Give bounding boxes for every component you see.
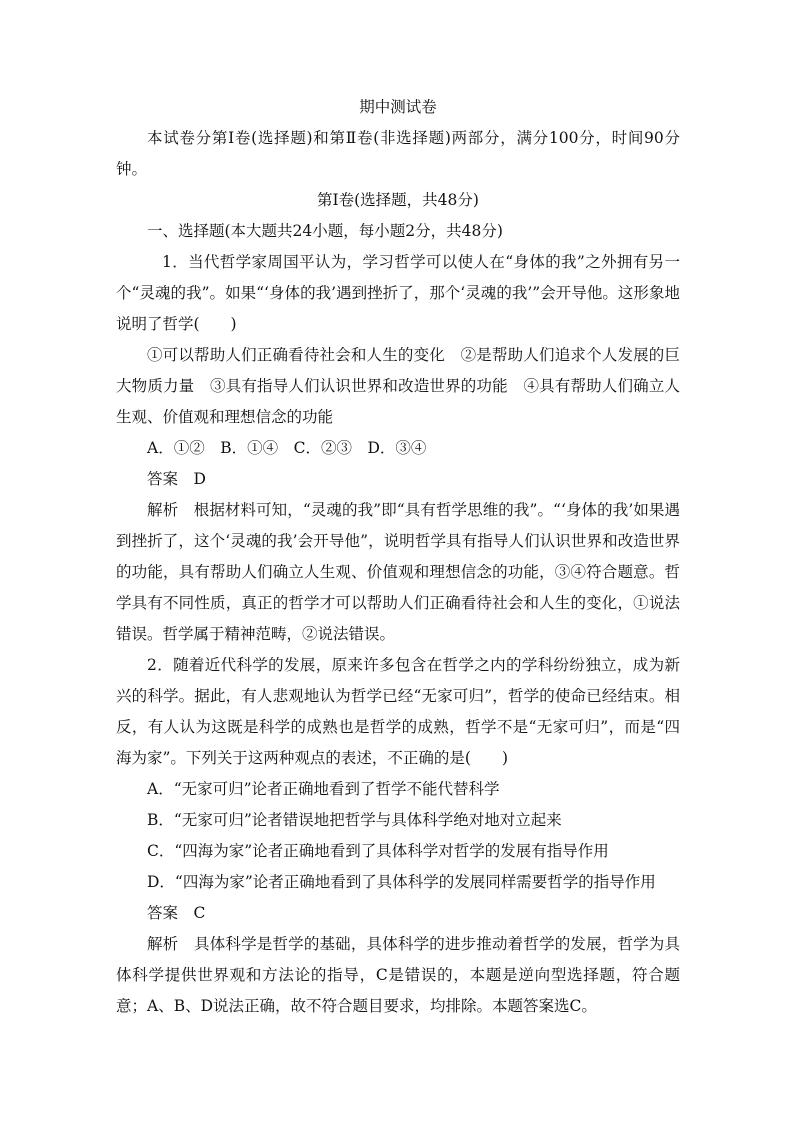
page-title: 期中测试卷: [359, 98, 437, 116]
question-stem: 1．当代哲学家周国平认为，学习哲学可以使人在“身体的我”之外拥有另一个“灵魂的我”。如果“‘身体的我’遇到挫折了，那个‘灵魂的我’”会开导他。这形象地说明了哲学( ): [116, 253, 680, 333]
question-stem: 2．随着近代科学的发展，原来许多包含在哲学之内的学科纷纷独立，成为新兴的科学。据此，有人悲观地认为哲学已经“无家可归”，哲学的使命已经结束。相反，有人认为这既是科学的成熟也是哲学的成熟，哲学不是“无家可归”，而是“四海为家”。下列关于这两种观点的表述，不正确的是( ): [116, 656, 680, 767]
question-2: [116, 650, 680, 1022]
option-c: C．“四海为家”论者正确地看到了具体科学对哲学的发展有指导作用: [147, 842, 609, 860]
option-a: A．“无家可归”论者正确地看到了哲学不能代替科学: [147, 780, 500, 798]
exam-intro: 本试卷分第Ⅰ卷(选择题)和第Ⅱ卷(非选择题)两部分，满分100分，时间90分钟。: [116, 129, 680, 178]
answer-line: 答案 C: [147, 904, 206, 922]
section-title: 第Ⅰ卷(选择题，共48分): [317, 191, 479, 209]
option-b: B．“无家可归”论者错误地把哲学与具体科学绝对地对立起来: [147, 811, 562, 829]
question-options: A．①② B．①④ C．②③ D．③④: [147, 439, 427, 457]
question-statements: ①可以帮助人们正确看待社会和人生的变化 ②是帮助人们追求个人发展的巨大物质力量 ③具有指导人们认识世界和改造世界的功能 ④具有帮助人们确立人生观、价值观和理想信念的功能: [116, 346, 680, 426]
part-heading: 一、选择题(本大题共24小题，每小题2分，共48分): [147, 222, 503, 240]
document-page: [116, 92, 680, 1022]
option-d: D．“四海为家”论者正确地看到了具体科学的发展同样需要哲学的指导作用: [147, 873, 656, 891]
answer-line: 答案 D: [147, 470, 206, 488]
question-1: [116, 247, 680, 650]
analysis-text: 解析 根据材料可知，“灵魂的我”即“具有哲学思维的我”。“‘身体的我’如果遇到挫折了，这个‘灵魂的我’会开导他”，说明哲学具有指导人们认识世界和改造世界的功能，具有帮助人们确立人生观、价值观和理想信念的功能，③④符合题意。哲学具有不同性质，真正的哲学才可以帮助人们正确看待社会和人生的变化，①说法错误。哲学属于精神范畴，②说法错误。: [116, 501, 680, 643]
analysis-text: 解析 具体科学是哲学的基础，具体科学的进步推动着哲学的发展，哲学为具体科学提供世界观和方法论的指导，C是错误的，本题是逆向型选择题，符合题意；A、B、D说法正确，故不符合题目要求，均排除。本题答案选C。: [116, 935, 680, 1015]
